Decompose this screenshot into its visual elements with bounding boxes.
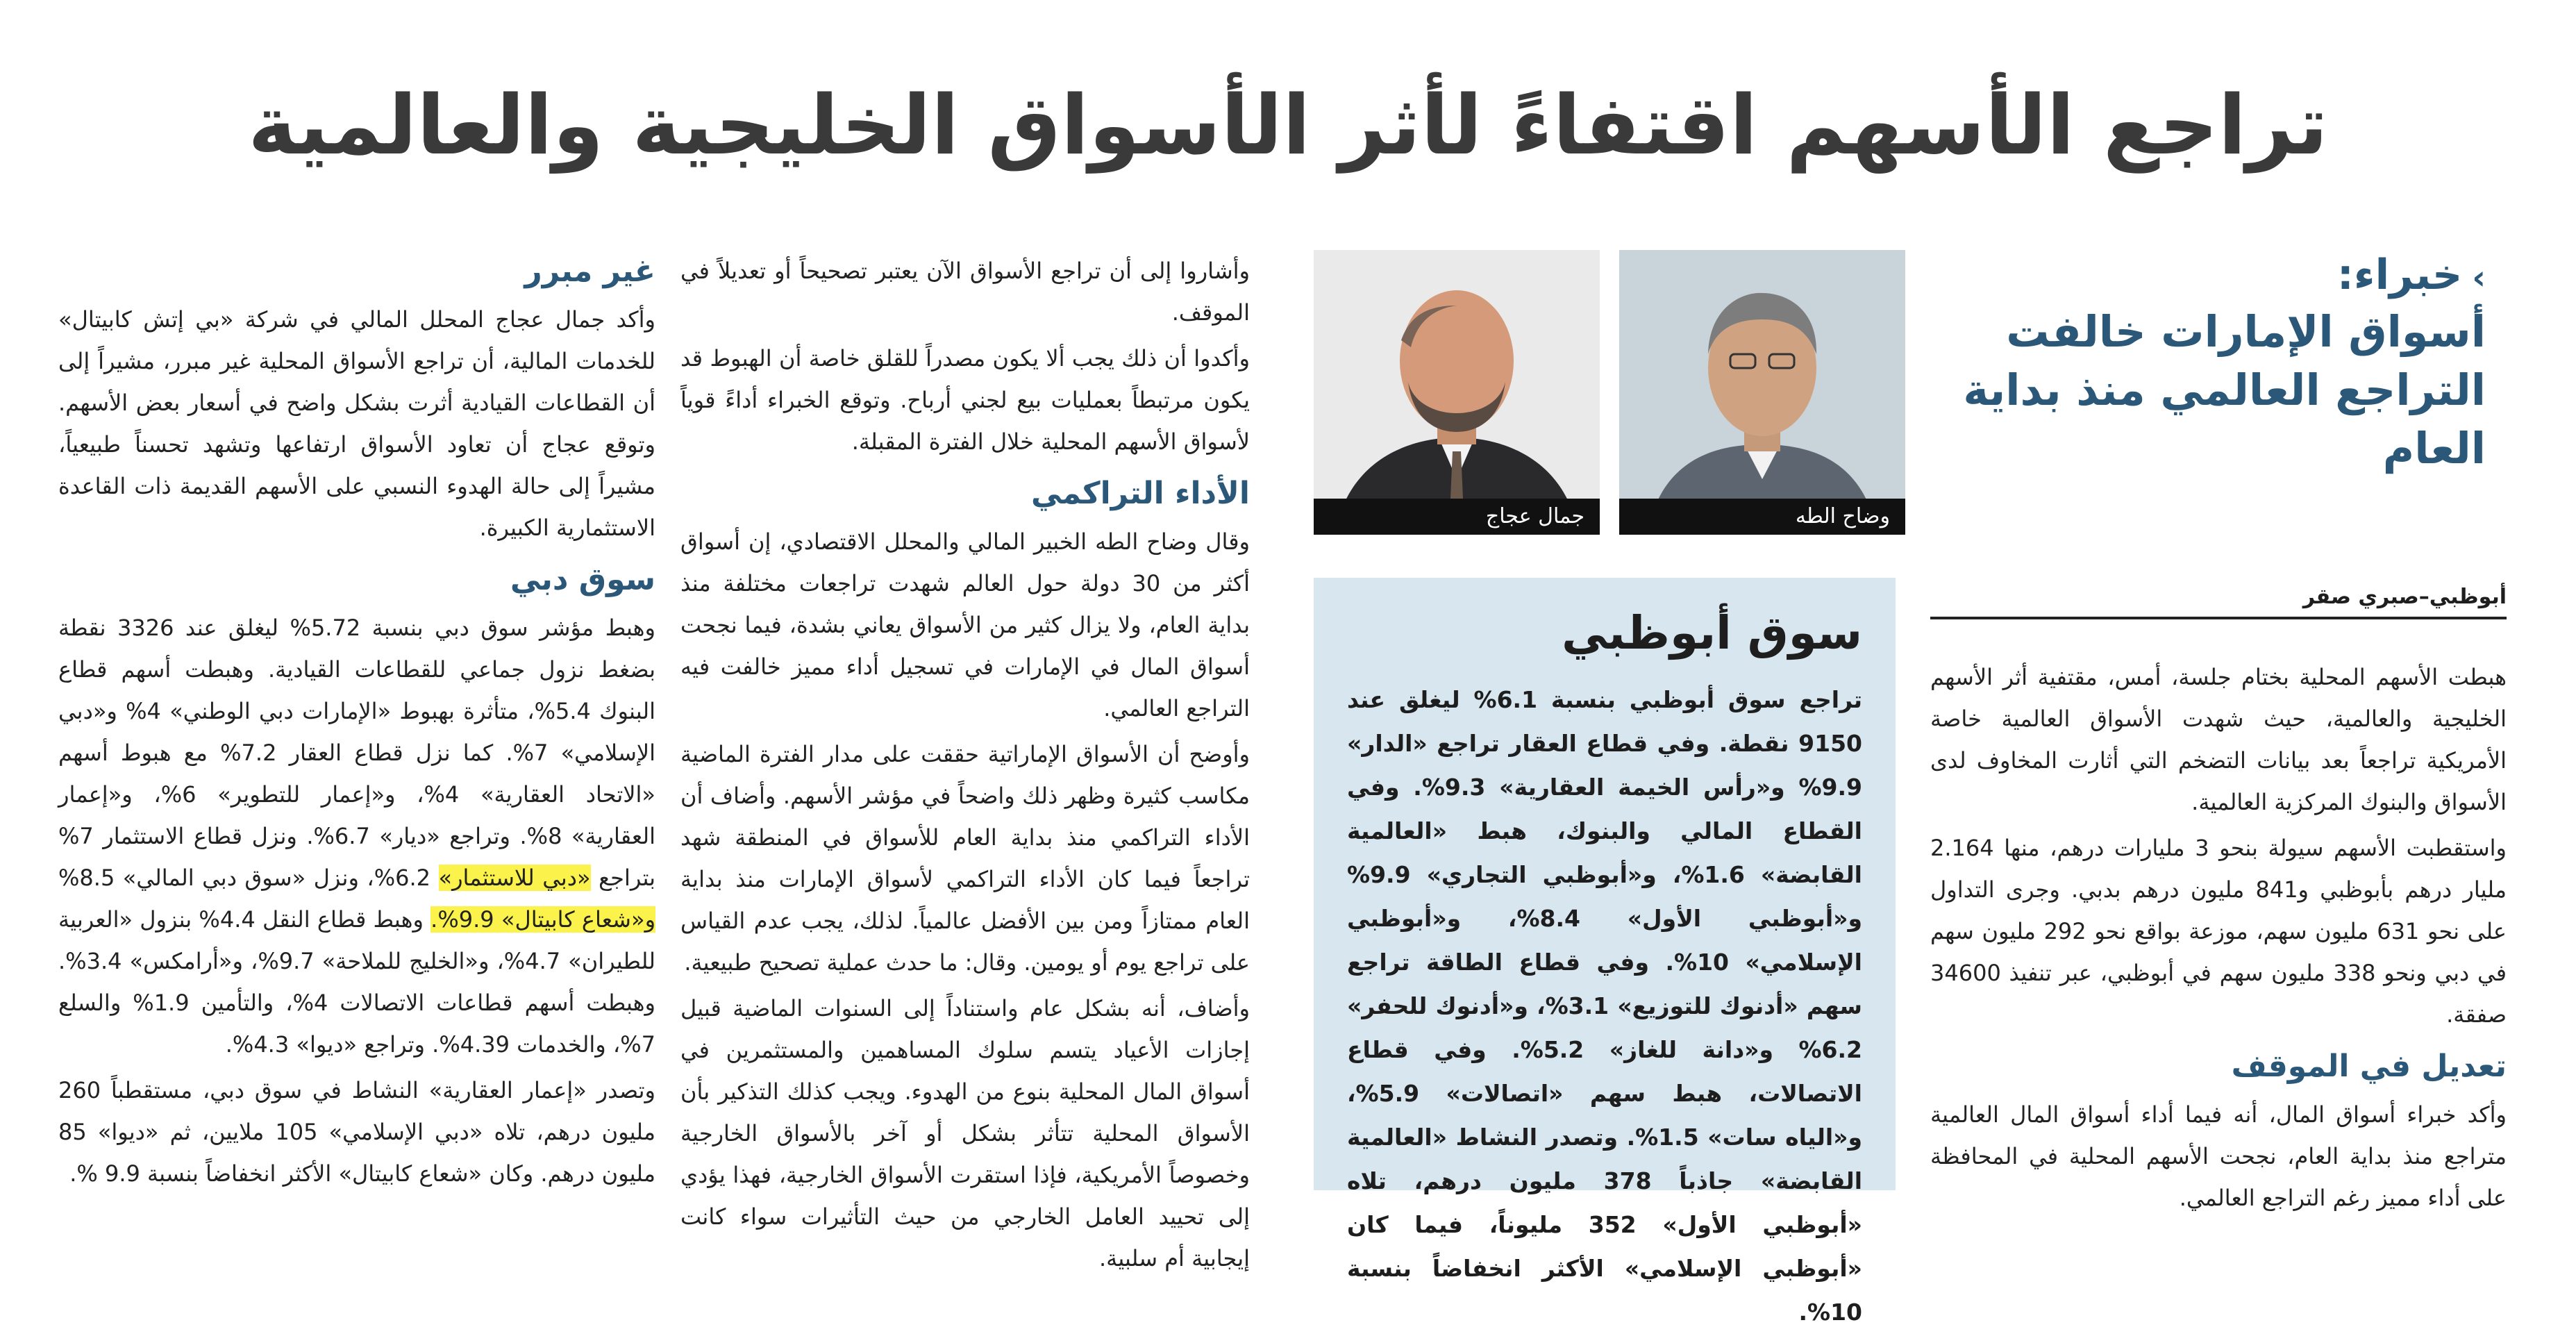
article-column-4 — [58, 250, 655, 1199]
kicker-line-3: العام — [2382, 423, 2486, 474]
portrait-image — [1619, 250, 1905, 535]
highlighted-text: و«شعاع كابيتال» 9.9%. — [430, 906, 656, 933]
photo-caption: جمال عجاج — [1314, 499, 1600, 535]
paragraph: وتصدر «إعمار العقارية» النشاط في سوق دبي، مستقطباً 260 مليون درهم، تلاه «دبي الإسلامي» 105 ملايين، ثم «ديوا» 85 مليون درهم. وكان «شعاع كابيتال» الأكثر انخفاضاً بنسبة 9.9 %. — [58, 1077, 656, 1187]
article-column-1 — [1930, 656, 2507, 1223]
box-body: تراجع سوق أبوظبي بنسبة 6.1% ليغلق عند 9150 نقطة. وفي قطاع العقار تراجع «الدار» 9.9% و«رأس الخيمة العقارية» 9.3%. وفي القطاع المالي والبنوك، هبط «العالمية القابضة» 1.6%، و«أبوظبي التجاري» 9.9% و«أبوظبي الأول» 8.4%، و«أبوظبي الإسلامي» 10%. وفي قطاع الطاقة تراجع سهم «أدنوك للتوزيع» 3.1%، و«أدنوك للحفر» 6.2% و«دانة للغاز» 5.2%. وفي قطاع الاتصالات، هبط سهم «اتصالات» 5.9%، و«الياه سات» 1.5%. وتصدر النشاط «العالمية القابضة» جاذباً 378 مليون درهم، تلاه «أبوظبي الأول» 352 مليوناً، فيما كان «أبوظبي الإسلامي» الأكثر انخفاضاً بنسبة 10%. — [1347, 686, 1863, 1326]
paragraph: وأكد جمال عجاج المحلل المالي في شركة «بي إتش كابيتال» للخدمات المالية، أن تراجع الأسواق المحلية غير مبرر، مشيراً إلى أن القطاعات القيادية أثرت بشكل واضح في أسعار بعض الأسهم. وتوقع عجاج أن تعاود الأسواق ارتفاعها وتشهد تحسناً طبيعياً، مشيراً إلى حالة الهدوء النسبي على الأسهم القديمة ذات القاعدة الاستثمارية الكبيرة. — [58, 306, 655, 541]
paragraph: وقال وضاح الطه الخبير المالي والمحلل الاقتصادي، إن أسواق أكثر من 30 دولة حول العالم شهدت تراجعات مختلفة منذ بداية العام، ولا يزال كثير من الأسواق يعاني بشدة، فيما نجحت أسواق المال في الإمارات في تسجيل أداء مميز خالفت فيه التراجع العالمي. — [680, 528, 1251, 722]
chevron-icon: › — [2472, 258, 2486, 297]
portrait-image — [1314, 250, 1600, 535]
kicker-line-2: التراجع العالمي منذ بداية — [1963, 365, 2486, 415]
kicker-label-row — [1916, 250, 2486, 303]
kicker-label: خبراء: — [2336, 251, 2463, 299]
subheading: الأداء التراكمي — [1031, 476, 1250, 511]
subheading: سوق دبي — [510, 562, 655, 597]
text-run: وهبط قطاع النقل 4.4% بنزول «العربية للطيران» 4.7%، و«الخليج للملاحة» 9.7%، و«أرامكس» 3.4%. وهبطت أسهم قطاعات الاتصالات 4%، والتأمين 1.9% والسلع 7%، والخدمات 4.39%. وتراجع «ديوا» 4.3%. — [58, 906, 656, 1058]
headline: تراجع الأسهم اقتفاءً لأثر الأسواق الخليجية والعالمية — [248, 77, 2328, 173]
paragraph: هبطت الأسهم المحلية بختام جلسة، أمس، مقتفية أثر الأسهم الخليجية والعالمية، حيث شهدت الأسواق العالمية خاصة الأمريكية تراجعاً بعد بيانات التضخم التي أثارت المخاوف لدى الأسواق والبنوك المركزية العالمية. — [1930, 664, 2507, 815]
text-run: وهبط مؤشر سوق دبي بنسبة 5.72% ليغلق عند 3326 نقطة بضغط نزول جماعي للقطاعات القيادية. وهبطت أسهم قطاع البنوك 5.4%، متأثرة بهبوط «الإمارات دبي الوطني» 4% و«دبي الإسلامي» 7%. كما نزل قطاع العقار 7.2% مع هبوط أسهم «الاتحاد العقارية» 4%، و«إعمار للتطوير» 6%، و«إعمار العقارية» 8%. وتراجع «ديار» 6.7%. ونزل قطاع الاستثمار 7% بتراجع — [58, 615, 656, 891]
paragraph-dubai — [58, 607, 655, 1065]
text-run: 6.2%، ونزل «سوق دبي المالي» 8.5% — [58, 865, 431, 891]
article-column-3 — [680, 250, 1250, 1283]
byline: أبوظبي–صبري صقر — [1930, 582, 2507, 619]
kicker — [1916, 250, 2486, 478]
paragraph: وأكدوا أن ذلك يجب ألا يكون مصدراً للقلق خاصة أن الهبوط قد يكون مرتبطاً بعمليات بيع لجني أرباح. وتوقع الخبراء أداءً قوياً لأسواق الأسهم المحلية خلال الفترة المقبلة. — [680, 345, 1250, 455]
paragraph: وأوضح أن الأسواق الإماراتية حققت على مدار الفترة الماضية مكاسب كثيرة وظهر ذلك واضحاً في مؤشر الأسهم. وأضاف أن الأداء التراكمي منذ بداية العام للأسواق في المنطقة شهد تراجعاً فيما كان الأداء التراكمي لأسواق الإمارات منذ بداية العام ممتازاً ومن بين الأفضل عالمياً. لذلك، يجب عدم القياس على تراجع يوم أو يومين. وقال: ما حدث عملية تصحيح طبيعية. — [680, 741, 1250, 976]
box-title: سوق أبوظبي — [1562, 606, 1862, 660]
abu-dhabi-market-box — [1314, 578, 1896, 1326]
paragraph: وأشاروا إلى أن تراجع الأسواق الآن يعتبر تصحيحاً أو تعديلاً في الموقف. — [680, 258, 1250, 326]
paragraph: وأكد خبراء أسواق المال، أنه فيما أداء أسواق المال العالمية متراجع منذ بداية العام، نجحت الأسهم المحلية في المحافظة على أداء مميز رغم التراجع العالمي. — [1930, 1101, 2507, 1211]
photo-jamal-ajaj — [1314, 250, 1600, 535]
photo-caption: وضاح الطه — [1619, 499, 1905, 535]
subheading: تعديل في الموقف — [2231, 1049, 2507, 1084]
subheading: غير مبرر — [524, 253, 655, 289]
kicker-line-1: أسواق الإمارات خالفت — [2006, 306, 2486, 357]
photo-waddah-altaha — [1619, 250, 1905, 535]
paragraph: وأضاف، أنه بشكل عام واستناداً إلى السنوات الماضية قبيل إجازات الأعياد يتسم سلوك المساهمين والمستثمرين في أسواق المال المحلية بنوع من الهدوء. ويجب كذلك التذكير بأن الأسواق المحلية تتأثر بشكل أو آخر بالأسواق الخارجية وخصوصاً الأمريكية، فإذا استقرت الأسواق الخارجية، فهذا يؤدي إلى تحييد العامل الخارجي من حيث التأثيرات سواء كانت إيجابية أم سلبية. — [680, 995, 1250, 1272]
paragraph: واستقطبت الأسهم سيولة بنحو 3 مليارات درهم، منها 2.164 مليار درهم بأبوظبي و841 مليون درهم بدبي. وجرى التداول على نحو 631 مليون سهم، موزعة بواقع نحو 292 مليون سهم في دبي ونحو 338 مليون سهم في أبوظبي، عبر تنفيذ 34600 صفقة. — [1930, 835, 2507, 1028]
highlighted-text: «دبي للاستثمار» — [438, 865, 591, 891]
